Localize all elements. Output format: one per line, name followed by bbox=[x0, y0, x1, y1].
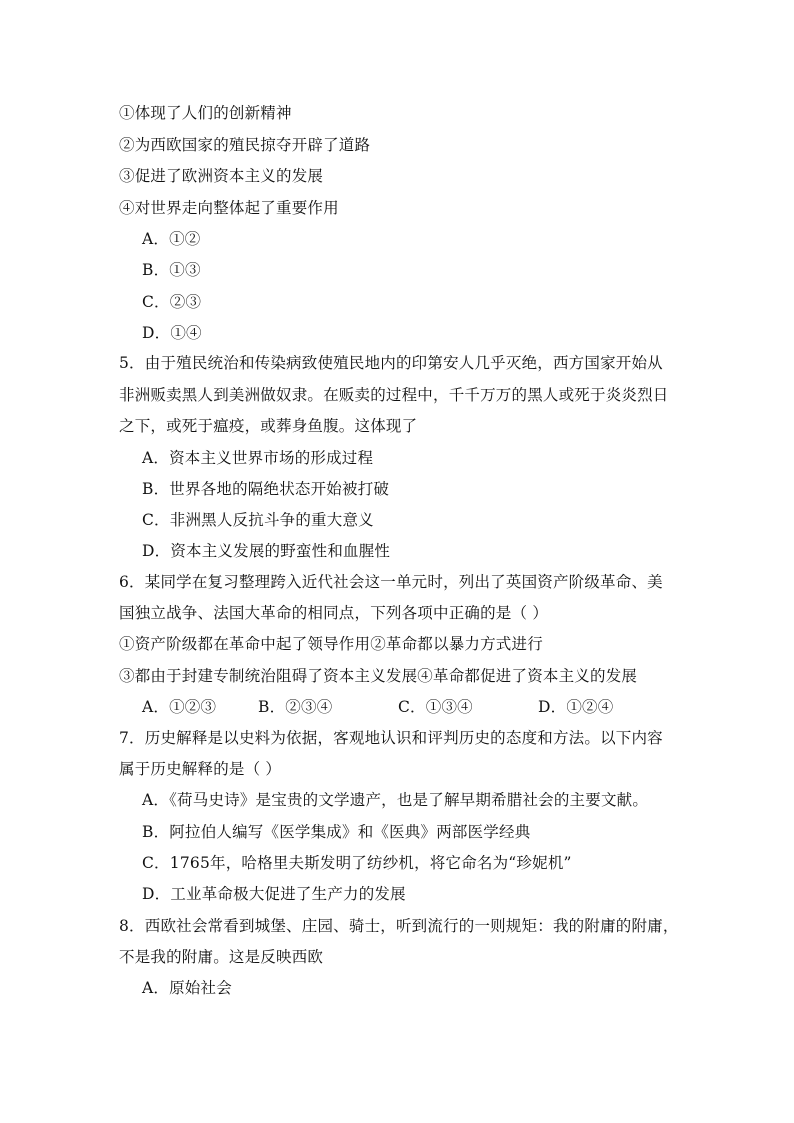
q5-stem-line-1: 5．由于殖民统治和传染病致使殖民地内的印第安人几乎灭绝，西方国家开始从 bbox=[119, 354, 663, 372]
q6-statements-line-2: ③都由于封建专制统治阻碍了资本主义发展④革命都促进了资本主义的发展 bbox=[119, 667, 638, 685]
q6-stem-line-2: 国独立战争、法国大革命的相同点，下列各项中正确的是（ ） bbox=[119, 604, 549, 622]
q4-option-d: D．①④ bbox=[142, 324, 202, 342]
q5-option-c: C．非洲黑人反抗斗争的重大意义 bbox=[142, 511, 374, 529]
q4-statement-4: ④对世界走向整体起了重要作用 bbox=[119, 199, 339, 217]
q6-statements-line-1: ①资产阶级都在革命中起了领导作用②革命都以暴力方式进行 bbox=[119, 635, 543, 653]
q5-option-a: A．资本主义世界市场的形成过程 bbox=[142, 449, 374, 467]
q5-stem-line-2: 非洲贩卖黑人到美洲做奴隶。在贩卖的过程中，千千万万的黑人或死于炎炎烈日 bbox=[119, 386, 669, 404]
q7-option-a: A．《荷马史诗》是宝贵的文学遗产，也是了解早期希腊社会的主要文献。 bbox=[142, 791, 649, 809]
q7-stem-line-2: 属于历史解释的是（ ） bbox=[119, 760, 282, 778]
q8-stem-line-1: 8．西欧社会常看到城堡、庄园、骑士，听到流行的一则规矩：我的附庸的附庸， bbox=[119, 917, 679, 935]
q7-option-b: B．阿拉伯人编写《医学集成》和《医典》两部医学经典 bbox=[142, 823, 531, 841]
q6-option-a: A．①②③ bbox=[142, 698, 217, 716]
q6-stem-line-1: 6．某同学在复习整理跨入近代社会这一单元时，列出了英国资产阶级革命、美 bbox=[119, 573, 663, 591]
q4-statement-3: ③促进了欧洲资本主义的发展 bbox=[119, 167, 324, 185]
q4-statement-2: ②为西欧国家的殖民掠夺开辟了道路 bbox=[119, 136, 371, 154]
q7-option-d: D．工业革命极大促进了生产力的发展 bbox=[142, 885, 406, 903]
q6-option-d: D．①②④ bbox=[538, 698, 614, 716]
q5-option-d: D．资本主义发展的野蛮性和血腥性 bbox=[142, 542, 391, 560]
q4-option-b: B．①③ bbox=[142, 261, 201, 279]
q8-option-a: A．原始社会 bbox=[142, 979, 232, 997]
q6-option-b: B．②③④ bbox=[258, 698, 333, 716]
q4-option-c: C．②③ bbox=[142, 293, 202, 311]
q6-options-row bbox=[142, 695, 613, 717]
q6-option-c: C．①③④ bbox=[398, 698, 473, 716]
q8-stem-line-2: 不是我的附庸。这是反映西欧 bbox=[119, 948, 324, 966]
q4-statement-1: ①体现了人们的创新精神 bbox=[119, 104, 292, 122]
q4-option-a: A．①② bbox=[142, 230, 201, 248]
q7-stem-line-1: 7．历史解释是以史料为依据，客观地认识和评判历史的态度和方法。以下内容 bbox=[119, 729, 663, 747]
q5-stem-line-3: 之下，或死于瘟疫，或葬身鱼腹。这体现了 bbox=[119, 417, 418, 435]
q5-option-b: B．世界各地的隔绝状态开始被打破 bbox=[142, 480, 390, 498]
q7-option-c: C．1765年，哈格里夫斯发明了纺纱机，将它命名为“珍妮机” bbox=[142, 854, 572, 872]
